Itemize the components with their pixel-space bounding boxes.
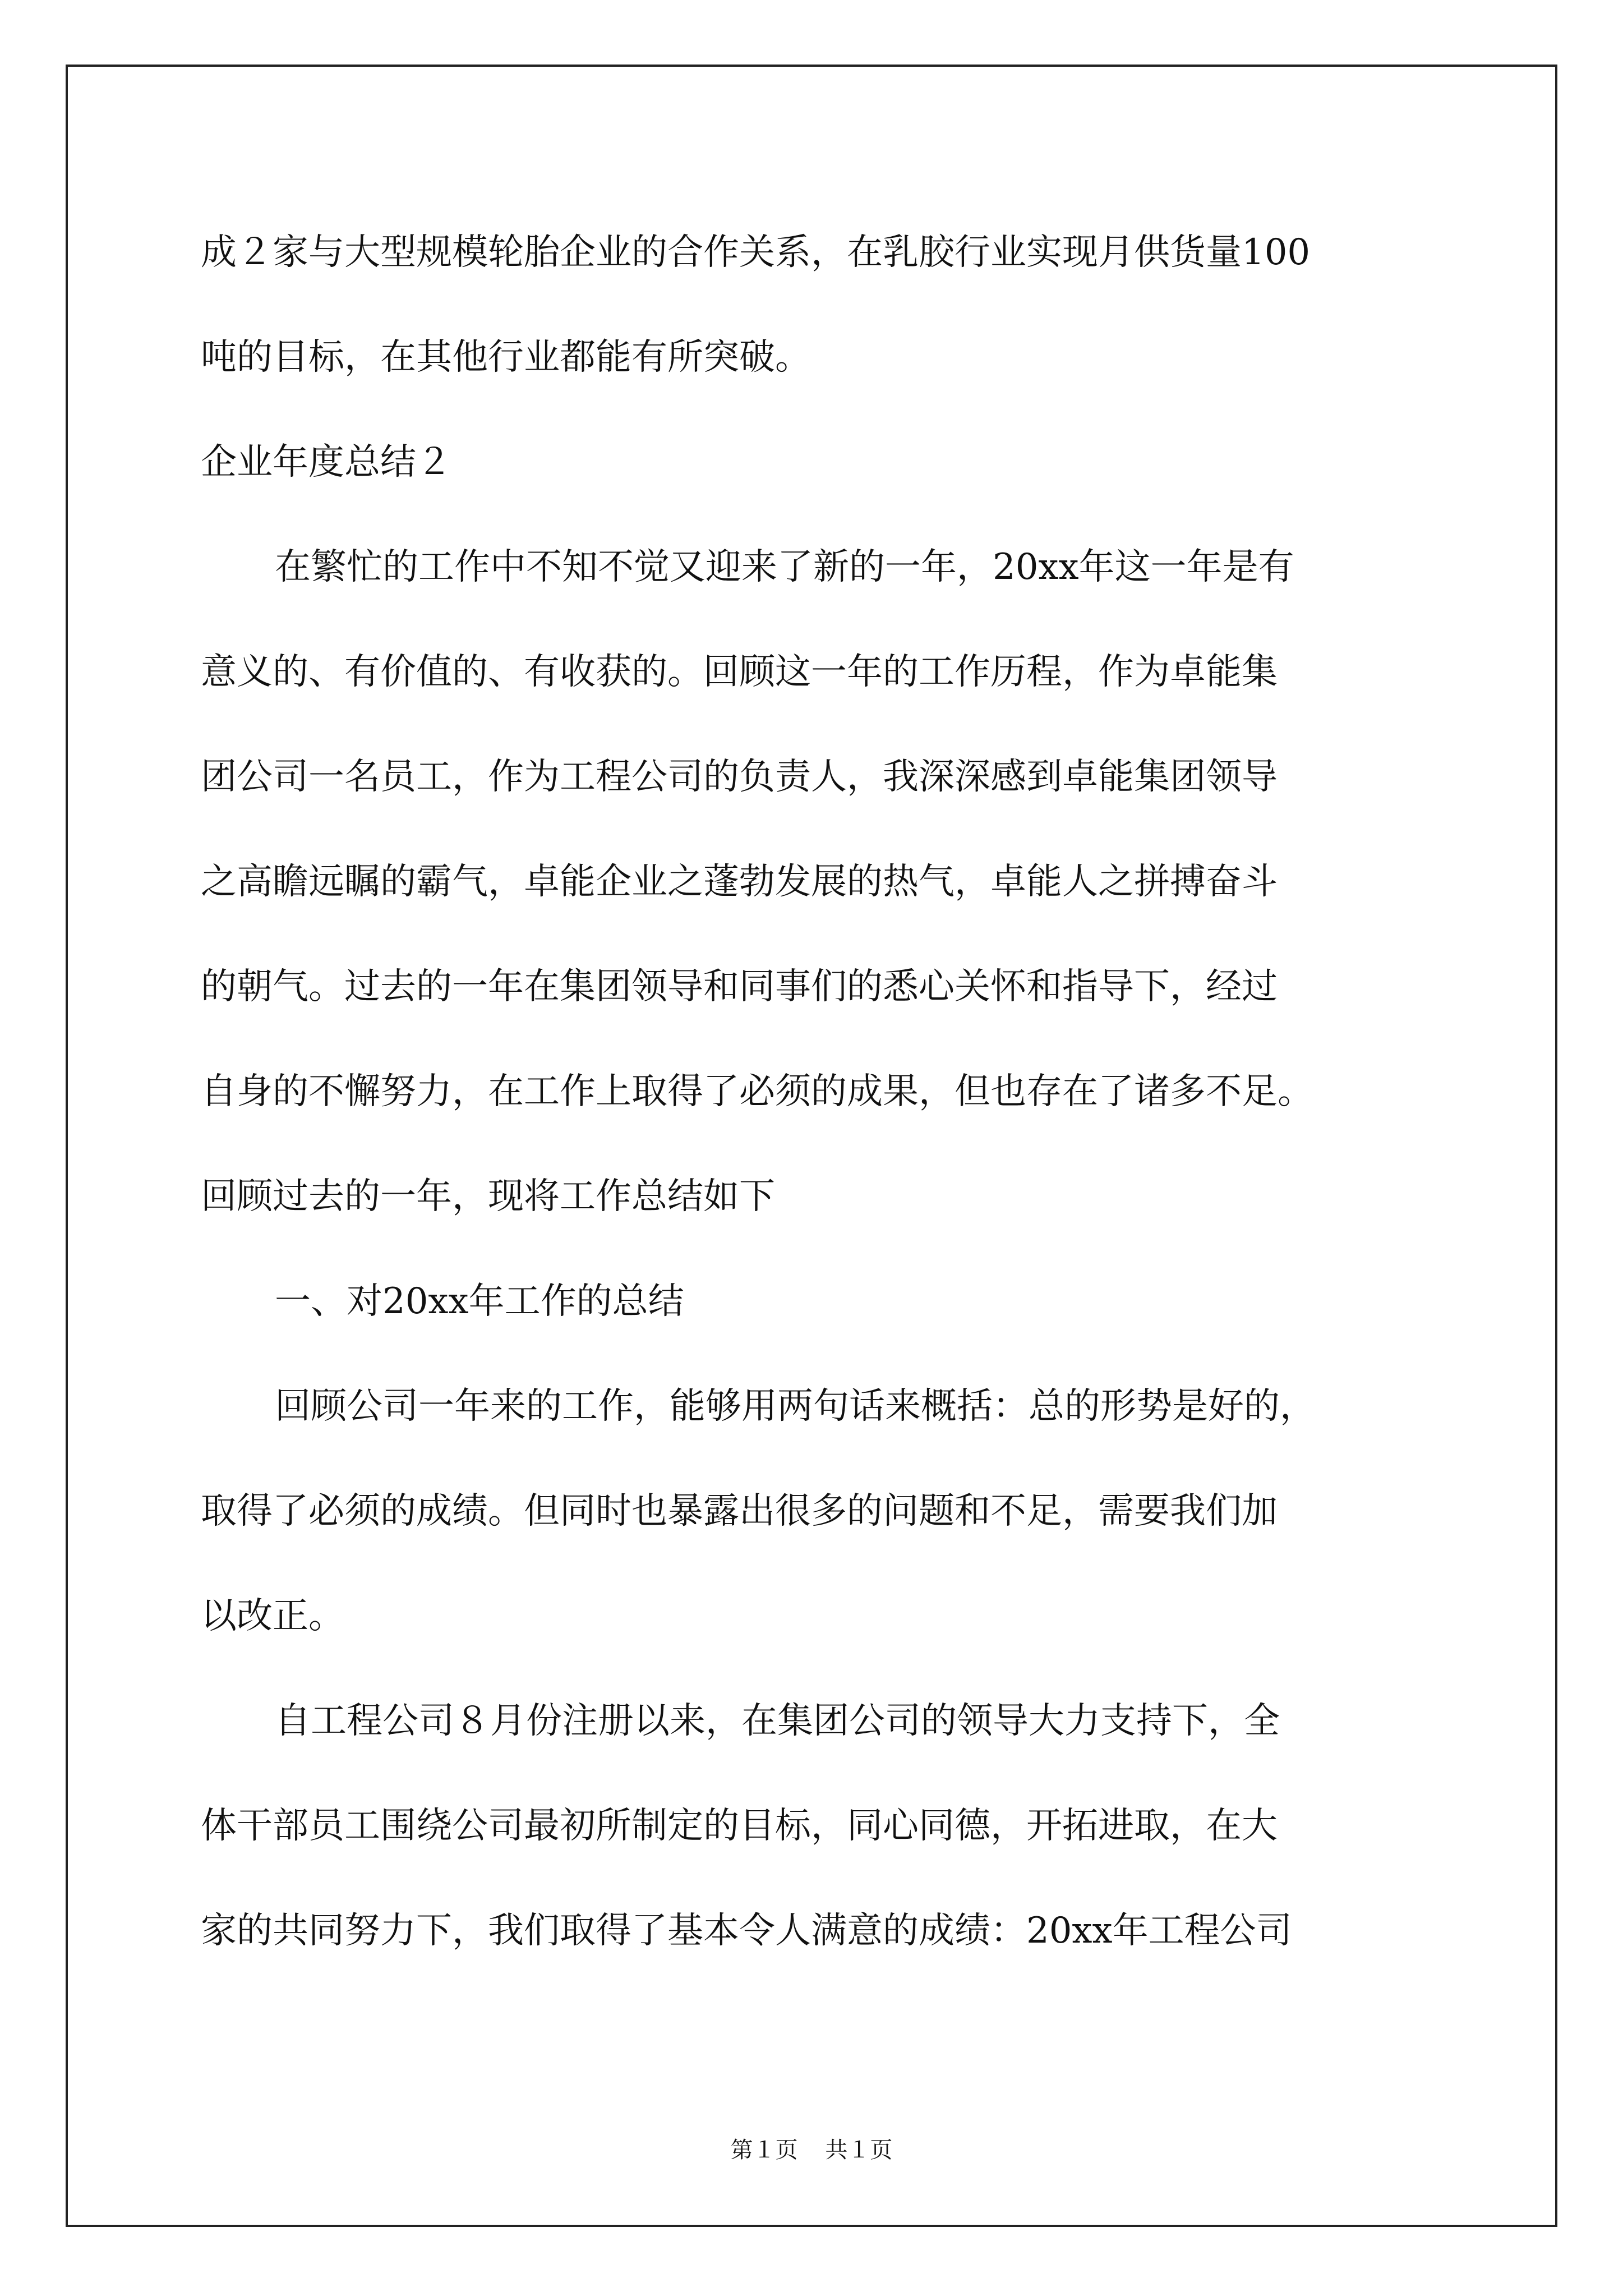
page-border: [66, 65, 1557, 2227]
paragraph-line: 取得了必须的成绩。但同时也暴露出很多的问题和不足，需要我们加: [201, 1490, 1278, 1532]
section-heading: 企业年度总结２: [201, 441, 452, 483]
paragraph-line: 团公司一名员工，作为工程公司的负责人，我深深感到卓能集团领导: [201, 756, 1278, 798]
paragraph-line: 自工程公司８月份注册以来，在集团公司的领导大力支持下，全: [275, 1700, 1280, 1742]
subsection-heading: 一、对20xx年工作的总结: [275, 1281, 684, 1322]
paragraph-line: 意义的、有价值的、有收获的。回顾这一年的工作历程，作为卓能集: [201, 651, 1278, 693]
page-total: 共１页: [825, 2137, 893, 2163]
paragraph-line: 吨的目标，在其他行业都能有所突破。: [201, 337, 811, 378]
page-footer: [0, 2134, 1623, 2166]
paragraph-line: 之高瞻远瞩的霸气，卓能企业之蓬勃发展的热气，卓能人之拼搏奋斗: [201, 861, 1278, 903]
paragraph-line: 的朝气。过去的一年在集团领导和同事们的悉心关怀和指导下，经过: [201, 966, 1278, 1007]
paragraph-line: 在繁忙的工作中不知不觉又迎来了新的一年，20xx年这一年是有: [275, 546, 1294, 588]
page-number: 第１页: [730, 2137, 798, 2163]
paragraph-line: 自身的不懈努力，在工作上取得了必须的成果，但也存在了诸多不足。: [201, 1071, 1313, 1112]
paragraph-line: 回顾过去的一年，现将工作总结如下: [201, 1176, 775, 1217]
paragraph-line: 家的共同努力下，我们取得了基本令人满意的成绩：20xx年工程公司: [201, 1910, 1292, 1952]
paragraph-line: 体干部员工围绕公司最初所制定的目标，同心同德，开拓进取，在大: [201, 1805, 1278, 1847]
paragraph-line: 以改正。: [201, 1595, 344, 1637]
paragraph-line: 成２家与大型规模轮胎企业的合作关系，在乳胶行业实现月供货量100: [201, 232, 1311, 273]
paragraph-line: 回顾公司一年来的工作，能够用两句话来概括：总的形势是好的，: [275, 1386, 1316, 1427]
